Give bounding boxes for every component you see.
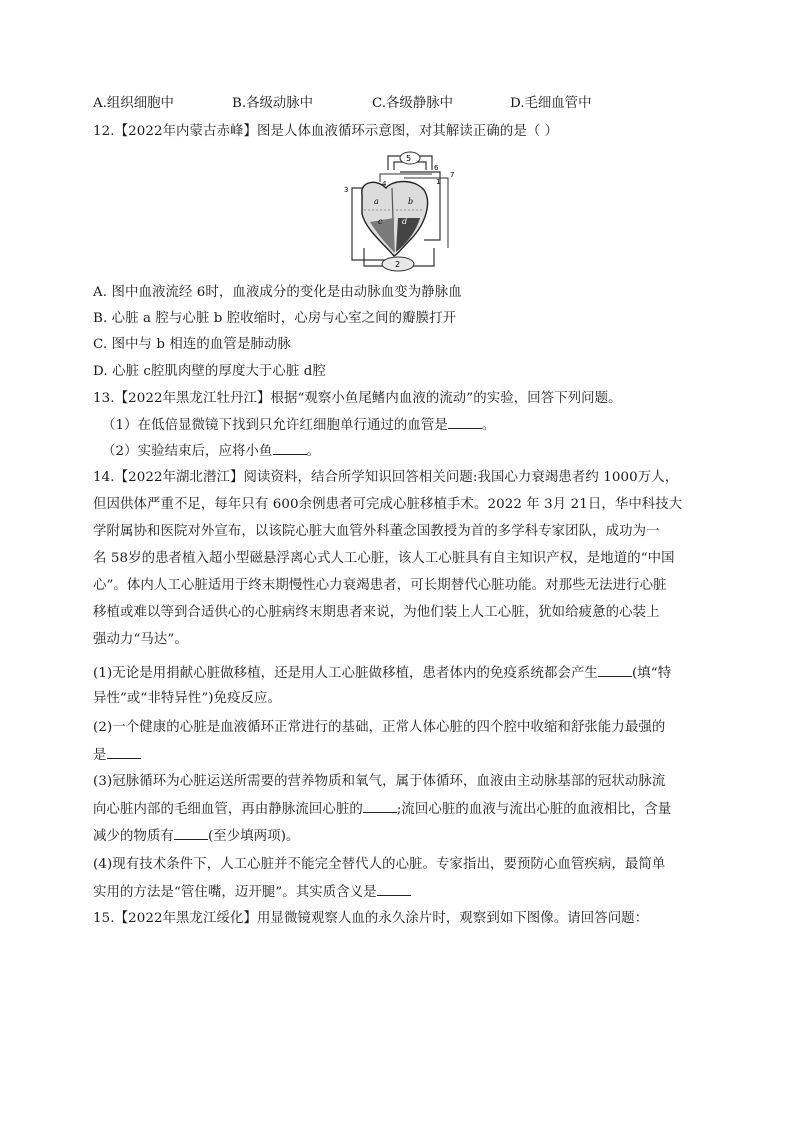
q14-sub2-line2: 是 (93, 746, 141, 765)
q11-option-a: A.组织细胞中 (93, 96, 174, 111)
label-c: c (378, 217, 383, 226)
q14-para-line: 14.【2022年湖北潜江】阅读资料，结合所学知识回答相关问题:我国心力衰竭患者约 1000万人， (93, 470, 679, 485)
q12-option-c: C. 图中与 b 相连的血管是肺动脉 (93, 337, 291, 352)
q12-option-a: A. 图中血液流经 6时，血液成分的变化是由动脉血变为静脉血 (93, 285, 462, 300)
label-a: a (374, 197, 379, 206)
q12-option-b: B. 心脏 a 腔与心脏 b 腔收缩时，心房与心室之间的瓣膜打开 (93, 311, 457, 326)
q15-stem: 15.【2022年黑龙江绥化】用显微镜观察人血的永久涂片时，观察到如下图像。请回答问题： (93, 911, 649, 926)
q14-sub4-line1: (4)现有技术条件下，人工心脏并不能完全替代人的心脏。专家指出，要预防心血管疾病，最简单 (93, 857, 666, 872)
q11-option-b: B.各级动脉中 (232, 96, 314, 111)
answer-blank[interactable] (448, 416, 482, 429)
answer-blank[interactable] (273, 442, 307, 455)
answer-blank[interactable] (174, 827, 208, 840)
label-d: d (402, 217, 408, 226)
label-b: b (408, 197, 414, 206)
answer-blank[interactable] (598, 664, 632, 677)
label-6: 6 (434, 164, 439, 172)
q11-option-c: C.各级静脉中 (372, 96, 453, 111)
q14-sub4-line2: 实用的方法是“管住嘴，迈开腿”。其实质含义是 (93, 883, 411, 902)
q14-sub1-line2: 异性”或“非特异性”)免疫反应。 (93, 691, 282, 706)
label-7: 7 (450, 171, 455, 179)
q13-stem: 13.【2022年黑龙江牡丹江】根据“观察小鱼尾鳍内血液的流动”的实验，回答下列问题。 (93, 391, 622, 406)
answer-blank[interactable] (363, 800, 397, 813)
q13-sub2: （2）实验结束后，应将小鱼 。 (102, 444, 321, 459)
q14-para-line: 学附属协和医院对外宣布，以该院心脏大血管外科董念国教授为首的多学科专家团队，成功为一 (93, 524, 660, 539)
q14-para-line: 但因供体严重不足，每年只有 600余例患者可完成心脏移植手术。2022 年 3月 21日，华中科技大 (93, 497, 683, 512)
answer-blank[interactable] (377, 883, 411, 896)
q14-sub3-line2: 向心脏内部的毛细血管，再由静脉流回心脏的 ;流回心脏的血液与流出心脏的血液相比，含量 (93, 802, 672, 817)
q14-sub1-line1: (1)无论是用捐献心脏做移植，还是用人工心脏做移植，患者体内的免疫系统都会产生 (填“特 (93, 666, 672, 681)
q14-para-line: 心”。体内人工心脏适用于终末期慢性心力衰竭患者，可长期替代心脏功能。对那些无法进行心脏 (93, 578, 667, 593)
answer-blank[interactable] (107, 746, 141, 759)
q12-option-d: D. 心脏 c腔肌肉壁的厚度大于心脏 d腔 (93, 364, 326, 379)
q11-option-d: D.毛细血管中 (510, 96, 592, 111)
q14-sub3-line3: 减少的物质有 (至少填两项)。 (93, 829, 300, 844)
q14-para-line: 移植或难以等到合适供心的心脏病终末期患者来说，为他们装上人工心脏，犹如给疲惫的心装上 (93, 605, 660, 620)
q13-sub1: （1）在低倍显微镜下找到只允许红细胞单行通过的血管是 。 (102, 418, 496, 433)
q14-para-line: 名 58岁的患者植入超小型磁悬浮离心式人工心脏，该人工心脏具有自主知识产权，是地道的“中国 (93, 551, 675, 566)
label-2: 2 (395, 260, 401, 269)
q12-stem: 12.【2022年内蒙古赤峰】图是人体血液循环示意图，对其解读正确的是（ ） (93, 124, 559, 139)
label-5: 5 (406, 154, 412, 163)
label-4: 4 (382, 180, 387, 188)
blood-circulation-diagram (340, 148, 458, 276)
q14-sub2-line1: (2)一个健康的心脏是血液循环正常进行的基础，正常人体心脏的四个腔中收缩和舒张能力最强的 (93, 720, 666, 735)
q14-para-line: 强动力“马达”。 (93, 632, 188, 647)
q14-sub3-line1: (3)冠脉循环为心脏运送所需要的营养物质和氧气，属于体循环，血液由主动脉基部的冠状动脉流 (93, 774, 666, 789)
label-3: 3 (344, 186, 349, 194)
label-1: 1 (436, 178, 441, 186)
